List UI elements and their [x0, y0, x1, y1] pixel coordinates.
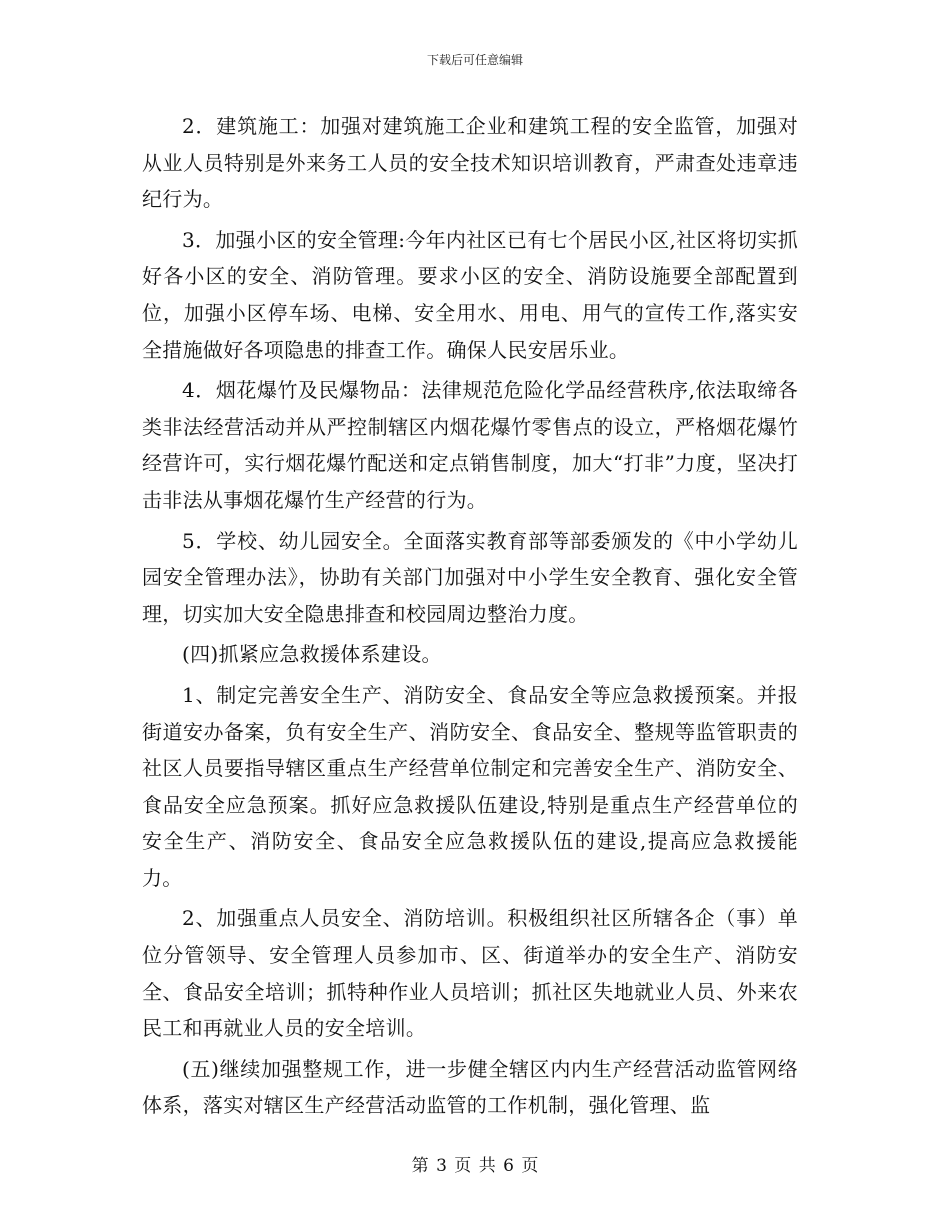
- paragraph-school-safety: 5．学校、幼儿园安全。全面落实教育部等部委颁发的《中小学幼儿园安全管理办法》，协助有关部门加强对中小学生安全教育、强化安全管理，切实加大安全隐患排查和校园周边整治力度。: [142, 528, 798, 626]
- page-header-note: 下载后可任意编辑: [426, 53, 523, 67]
- paragraph-construction: 2．建筑施工：加强对建筑施工企业和建筑工程的安全监管，加强对从业人员特别是外来务工人员的安全技术知识培训教育，严肃查处违章违纪行为。: [142, 114, 798, 212]
- paragraph-emergency-plans: 1、制定完善安全生产、消防安全、食品安全等应急救援预案。并报街道安办备案，负有安全生产、消防安全、食品安全、整规等监管职责的社区人员要指导辖区重点生产经营单位制定和完善安全生产、消防安全、食品安全应急预案。抓好应急救援队伍建设,特别是重点生产经营单位的安全生产、消防安全、食品安全应急救援队伍的建设,提高应急救援能力。: [142, 682, 798, 890]
- page-number: 第 3 页 共 6 页: [411, 1156, 539, 1176]
- document-body: [142, 108, 798, 1124]
- paragraph-regulation: (五)继续加强整规工作，进一步健全辖区内内生产经营活动监管网络体系，落实对辖区生产经营活动监管的工作机制，强化管理、监: [142, 1056, 798, 1118]
- paragraph-training: 2、加强重点人员安全、消防培训。积极组织社区所辖各企（事）单位分管领导、安全管理人员参加市、区、街道举办的安全生产、消防安全、食品安全培训；抓特种作业人员培训；抓社区失地就业人员、外来农民工和再就业人员的安全培训。: [142, 906, 798, 1041]
- section-heading-emergency: (四)抓紧应急救援体系建设。: [182, 642, 442, 667]
- paragraph-fireworks: 4．烟花爆竹及民爆物品：法律规范危险化学品经营秩序,依法取缔各类非法经营活动并从严控制辖区内烟花爆竹零售点的设立，严格烟花爆竹经营许可，实行烟花爆竹配送和定点销售制度，加大“打非”力度，坚决打击非法从事烟花爆竹生产经营的行为。: [142, 378, 798, 512]
- paragraph-residential-safety: 3．加强小区的安全管理:今年内社区已有七个居民小区,社区将切实抓好各小区的安全、消防管理。要求小区的安全、消防设施要全部配置到位，加强小区停车场、电梯、安全用水、用电、用气的宣传工作,落实安全措施做好各项隐患的排查工作。确保人民安居乐业。: [142, 227, 798, 362]
